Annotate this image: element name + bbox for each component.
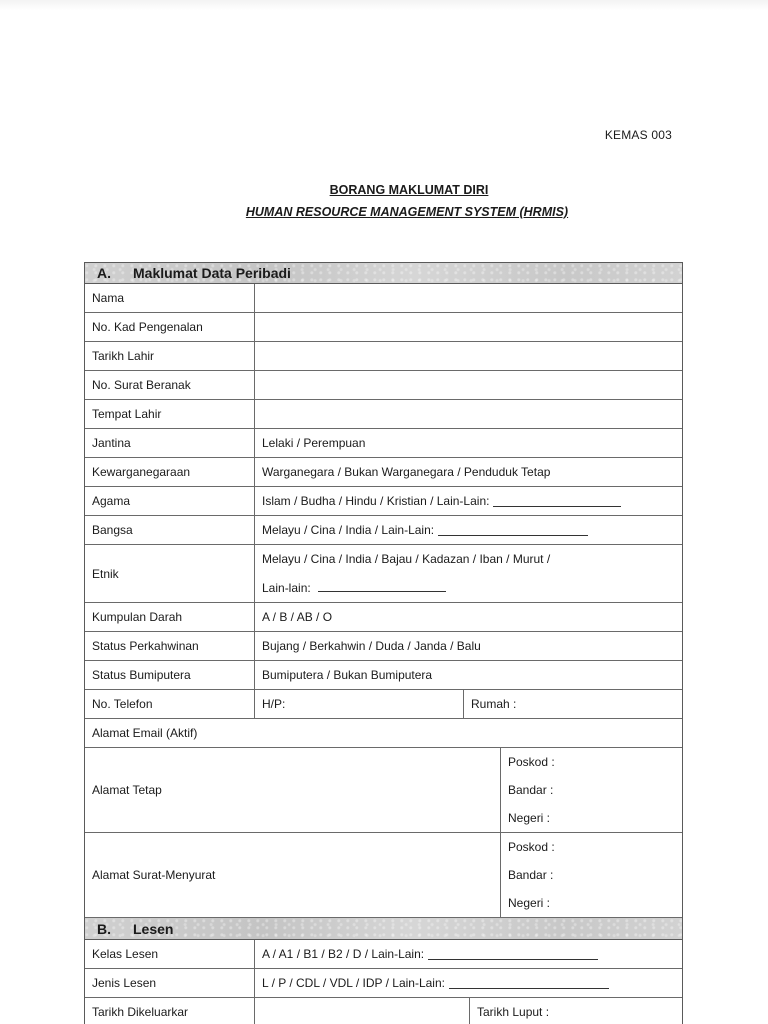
row-tarikh-dikeluarkan	[85, 998, 682, 1024]
other-license-type-blank[interactable]	[449, 978, 609, 989]
permanent-address-details	[501, 748, 682, 832]
field-label: Status Bumiputera	[85, 661, 255, 689]
home-phone-label: Rumah :	[471, 697, 517, 711]
section-title: Maklumat Data Peribadi	[133, 265, 291, 281]
row-alamat-surat-menyurat	[85, 833, 682, 918]
birth-date-field[interactable]	[255, 342, 682, 370]
field-label: Tarikh Lahir	[85, 342, 255, 370]
row-no-surat-beranak	[85, 371, 682, 400]
field-label: Tempat Lahir	[85, 400, 255, 428]
field-label: Alamat Surat-Menyurat	[92, 868, 216, 882]
form-code: KEMAS 003	[604, 128, 672, 142]
license-type-options[interactable]	[255, 969, 682, 997]
row-status-perkahwinan	[85, 632, 682, 661]
permanent-address-field[interactable]	[85, 748, 501, 832]
field-label: Alamat Email (Aktif)	[92, 726, 198, 740]
field-label: No. Surat Beranak	[85, 371, 255, 399]
state-label[interactable]: Negeri :	[508, 896, 551, 910]
row-jantina	[85, 429, 682, 458]
postcode-label[interactable]: Poskod :	[508, 840, 555, 854]
city-label[interactable]: Bandar :	[508, 868, 554, 882]
birth-cert-field[interactable]	[255, 371, 682, 399]
row-no-telefon	[85, 690, 682, 719]
other-license-class-blank[interactable]	[428, 949, 598, 960]
postcode-label[interactable]: Poskod :	[508, 755, 555, 769]
license-class-text: A / A1 / B1 / B2 / D / Lain-Lain:	[262, 947, 425, 961]
field-label: Kelas Lesen	[85, 940, 255, 968]
license-class-options[interactable]	[255, 940, 682, 968]
field-label: No. Kad Pengenalan	[85, 313, 255, 341]
religion-options[interactable]	[255, 487, 682, 515]
field-label: Etnik	[85, 545, 255, 602]
section-letter: A.	[97, 265, 111, 281]
field-label: Jantina	[85, 429, 255, 457]
row-kelas-lesen	[85, 940, 682, 969]
row-etnik	[85, 545, 682, 603]
city-label[interactable]: Bandar :	[508, 783, 554, 797]
gender-options[interactable]: Lelaki / Perempuan	[262, 436, 366, 450]
state-label[interactable]: Negeri :	[508, 811, 551, 825]
row-alamat-email	[85, 719, 682, 748]
ic-number-field[interactable]	[255, 313, 682, 341]
row-jenis-lesen	[85, 969, 682, 998]
field-label: Kumpulan Darah	[85, 603, 255, 631]
mailing-address-details	[501, 833, 682, 917]
ethnic-other-text: Lain-lain:	[262, 580, 311, 595]
row-kumpulan-darah	[85, 603, 682, 632]
other-race-blank[interactable]	[438, 525, 588, 536]
race-options[interactable]	[255, 516, 682, 544]
row-no-kad-pengenalan	[85, 313, 682, 342]
blood-type-options[interactable]: A / B / AB / O	[262, 610, 333, 624]
other-ethnic-blank[interactable]	[318, 581, 446, 592]
section-b-header	[85, 918, 682, 940]
marital-status-options[interactable]: Bujang / Berkahwin / Duda / Janda / Balu	[262, 639, 481, 653]
expiry-date-field[interactable]	[470, 998, 682, 1024]
field-label: Agama	[85, 487, 255, 515]
field-label: Kewarganegaraan	[85, 458, 255, 486]
section-a-header	[85, 262, 682, 284]
religion-text: Islam / Budha / Hindu / Kristian / Lain-Lain:	[262, 494, 490, 508]
row-kewarganegaraan	[85, 458, 682, 487]
row-tempat-lahir	[85, 400, 682, 429]
row-alamat-tetap	[85, 748, 682, 833]
section-letter: B.	[97, 920, 111, 937]
field-label: Status Perkahwinan	[85, 632, 255, 660]
license-type-text: L / P / CDL / VDL / IDP / Lain-Lain:	[262, 976, 445, 990]
personal-info-form	[84, 262, 683, 1024]
other-religion-blank[interactable]	[493, 496, 621, 507]
bumiputera-status-options[interactable]: Bumiputera / Bukan Bumiputera	[262, 668, 433, 682]
citizenship-options[interactable]: Warganegara / Bukan Warganegara / Penduduk Tetap	[262, 465, 551, 479]
home-phone-field[interactable]	[464, 690, 682, 718]
issue-date-field[interactable]	[255, 998, 470, 1024]
field-label: Bangsa	[85, 516, 255, 544]
field-label: Alamat Tetap	[92, 783, 162, 797]
mobile-phone-label: H/P:	[262, 697, 286, 711]
email-field[interactable]	[501, 719, 682, 747]
row-bangsa	[85, 516, 682, 545]
form-subtitle: HUMAN RESOURCE MANAGEMENT SYSTEM (HRMIS)	[245, 205, 569, 219]
expiry-date-label: Tarikh Luput :	[477, 1005, 550, 1019]
ethnic-options[interactable]	[255, 545, 682, 602]
field-label: No. Telefon	[85, 690, 255, 718]
birth-place-field[interactable]	[255, 400, 682, 428]
ethnic-text: Melayu / Cina / India / Bajau / Kadazan / Iban / Murut /	[262, 552, 551, 567]
race-text: Melayu / Cina / India / Lain-Lain:	[262, 523, 435, 537]
form-title: BORANG MAKLUMAT DIRI	[329, 183, 489, 197]
nama-field[interactable]	[255, 284, 682, 312]
section-title: Lesen	[133, 920, 174, 937]
row-nama	[85, 284, 682, 313]
row-tarikh-lahir	[85, 342, 682, 371]
mobile-phone-field[interactable]	[255, 690, 464, 718]
mailing-address-field[interactable]	[85, 833, 501, 917]
page-edge	[0, 0, 768, 10]
row-agama	[85, 487, 682, 516]
field-label: Tarikh Dikeluarkar	[85, 998, 255, 1024]
field-label: Jenis Lesen	[85, 969, 255, 997]
field-label: Nama	[85, 284, 255, 312]
row-status-bumiputera	[85, 661, 682, 690]
